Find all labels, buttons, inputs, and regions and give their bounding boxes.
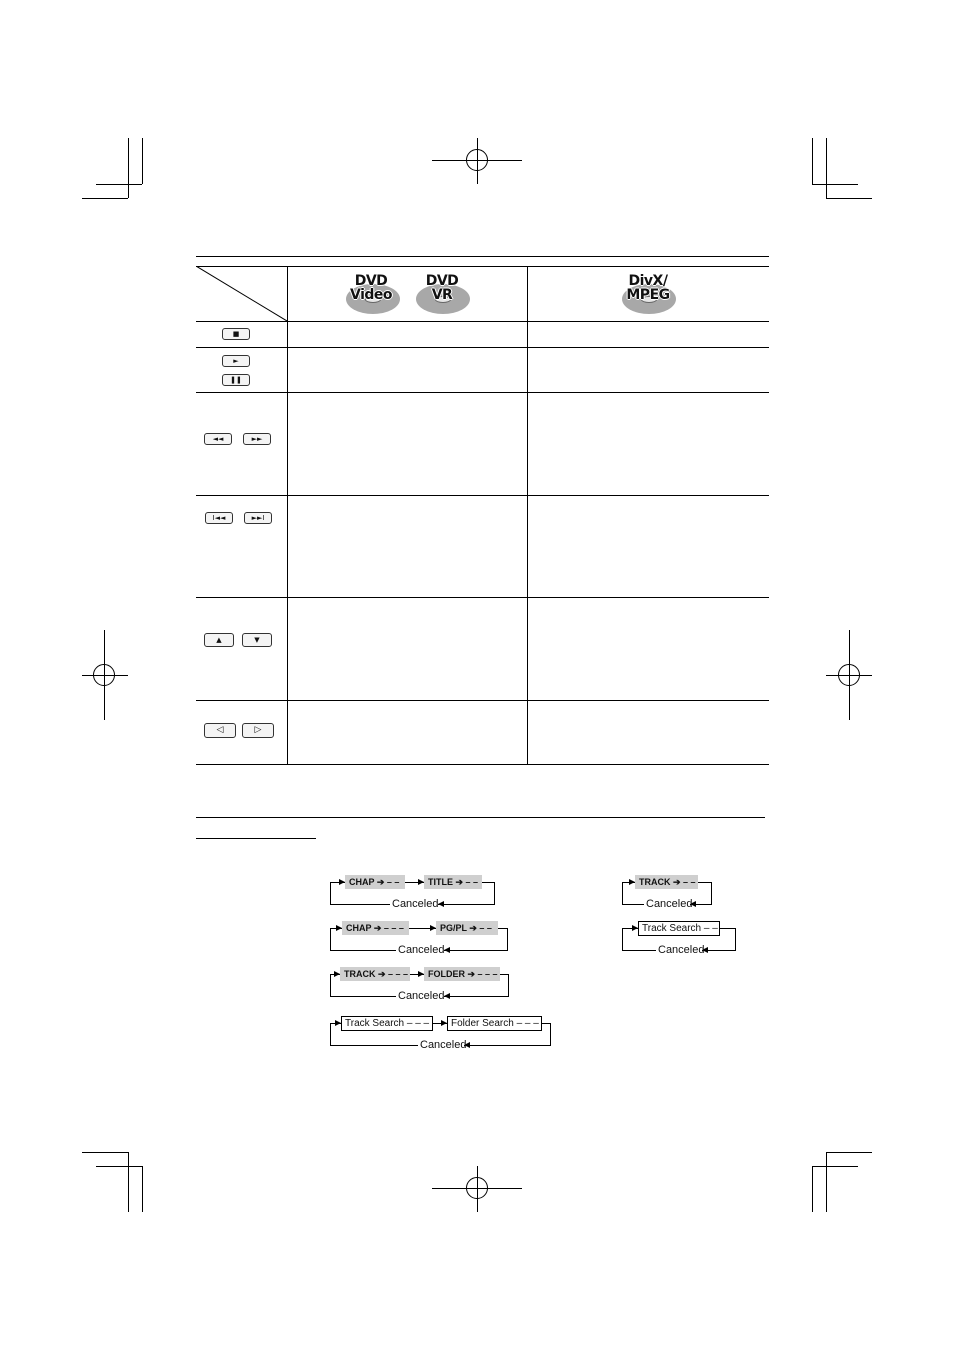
flow-box-track-search: Track Search – – [638, 921, 720, 936]
section-rule [196, 817, 765, 818]
left-key-icon: ◁ [204, 723, 236, 738]
flow-box-chap: CHAP ➔ – – [345, 875, 405, 889]
dvd-vr-disc-icon: DVD VR [414, 272, 470, 318]
flow-box-track: TRACK ➔ – – [635, 875, 698, 889]
flow-box-chap: CHAP ➔ – – – [342, 921, 409, 935]
flow-box-title: TITLE ➔ – – [424, 875, 482, 889]
flow-box-folder: FOLDER ➔ – – – [424, 967, 500, 981]
flow-box-pgpl: PG/PL ➔ – – [436, 921, 498, 935]
dvd-video-disc-icon: DVD Video [344, 272, 400, 318]
flow-box-track: TRACK ➔ – – – [340, 967, 410, 981]
section-heading-underline [196, 838, 316, 839]
stop-key-icon: ■ [222, 328, 250, 340]
flow-canceled-label: Canceled [392, 898, 439, 910]
flow-canceled-label: Canceled [658, 944, 705, 956]
flow-canceled-label: Canceled [398, 990, 445, 1002]
right-key-icon: ▷ [242, 723, 274, 738]
table-top-rule [196, 256, 769, 257]
pause-key-icon: ❚❚ [222, 374, 250, 386]
rewind-key-icon: ◄◄ [204, 433, 232, 445]
flow-box-track-search: Track Search – – – [341, 1016, 433, 1031]
previous-key-icon: I◄◄ [205, 512, 233, 524]
fast-forward-key-icon: ►► [243, 433, 271, 445]
header-diagonal [196, 266, 287, 321]
divx-mpeg-disc-icon: DivX/ MPEG [620, 272, 676, 318]
flow-box-folder-search: Folder Search – – – [447, 1016, 542, 1031]
flow-canceled-label: Canceled [398, 944, 445, 956]
next-key-icon: ►►I [244, 512, 272, 524]
flow-canceled-label: Canceled [646, 898, 693, 910]
up-key-icon: ▲ [204, 633, 234, 647]
play-key-icon: ► [222, 355, 250, 367]
down-key-icon: ▼ [242, 633, 272, 647]
flow-canceled-label: Canceled [420, 1039, 467, 1051]
